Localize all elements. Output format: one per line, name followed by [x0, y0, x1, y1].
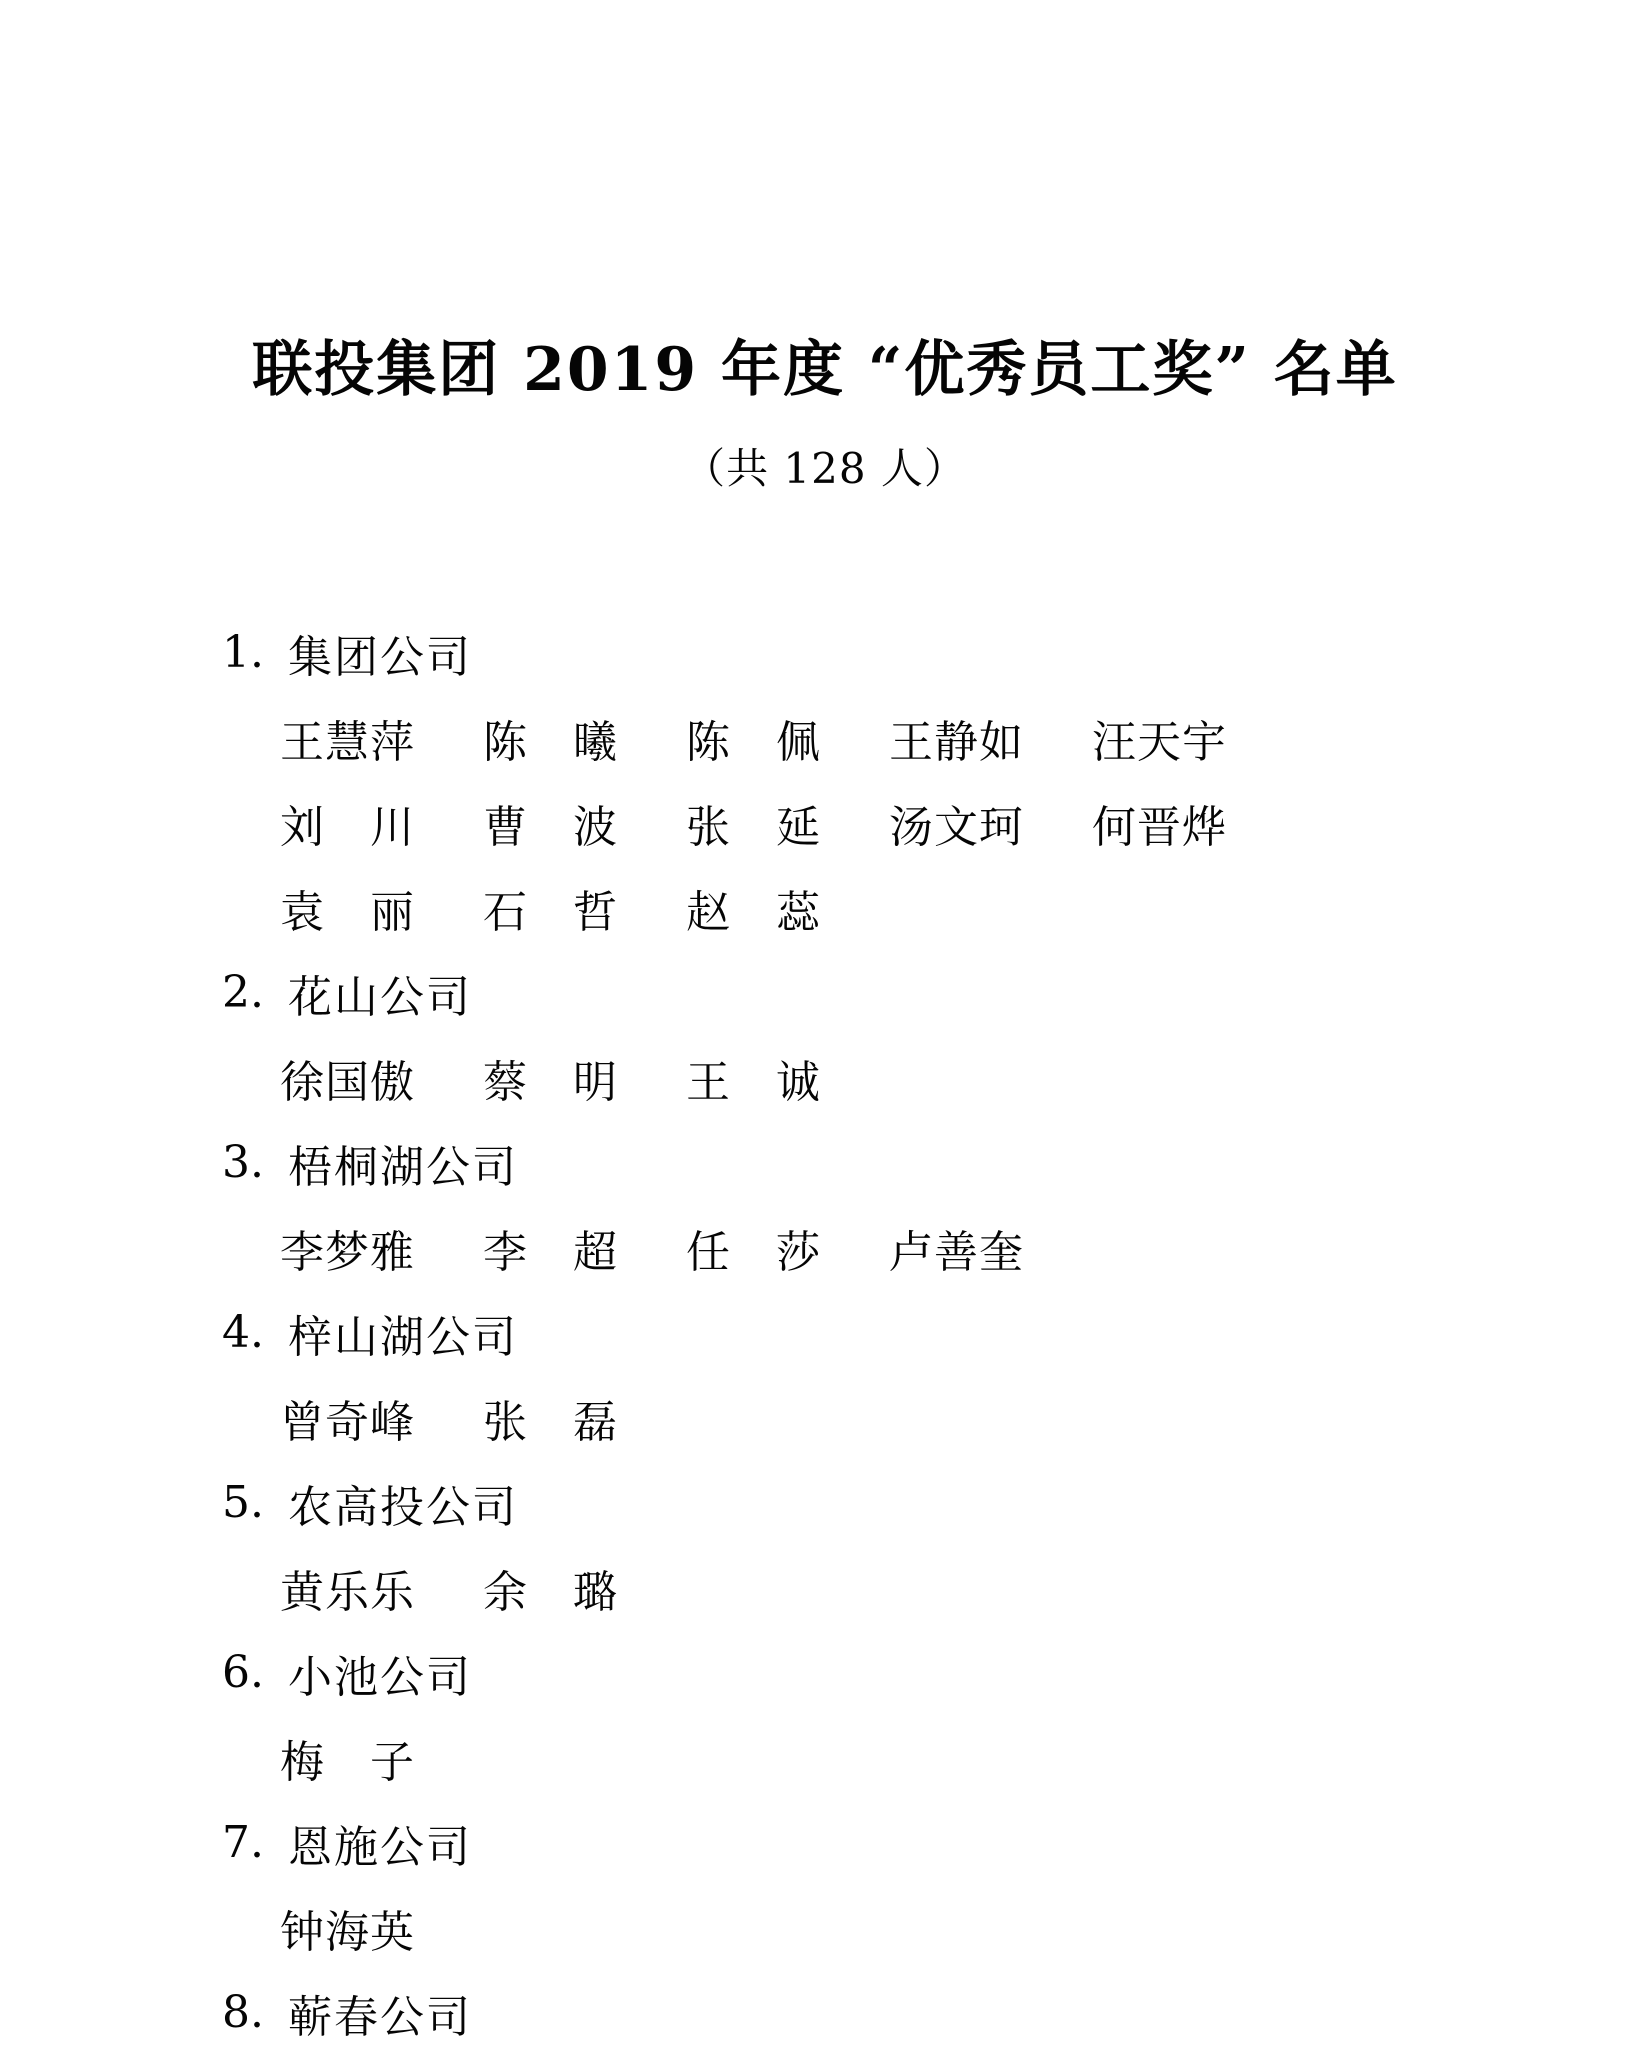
awardee-name: 汪天宇: [1092, 716, 1227, 768]
awardee-name: 李梦雅: [280, 1226, 415, 1278]
name-row: [222, 1715, 1650, 1800]
section-heading: [222, 1120, 1650, 1205]
section-number: 6.: [222, 1647, 264, 1698]
company-name: 农高投公司: [287, 1481, 518, 1533]
name-row: [222, 695, 1650, 780]
awardee-name: 王静如: [889, 716, 1024, 768]
awardee-name: 汤文珂: [889, 801, 1024, 853]
section-heading: [222, 1290, 1650, 1375]
company-name: 小池公司: [287, 1651, 472, 1703]
section-heading: [222, 950, 1650, 1035]
section-number: 1.: [222, 627, 264, 678]
company-name: 花山公司: [287, 971, 472, 1023]
awardee-name: 袁 丽: [280, 886, 415, 938]
document-subtitle: （共 128 人）: [683, 444, 967, 493]
awardee-name: 梅 子: [280, 1736, 415, 1788]
section-heading: [222, 610, 1650, 695]
name-row: [222, 1545, 1650, 1630]
awardee-name: 蔡 明: [483, 1056, 618, 1108]
name-row: [222, 1035, 1650, 1120]
awardee-name: 石 哲: [483, 886, 618, 938]
award-list: [0, 610, 1650, 2055]
company-name: 恩施公司: [287, 1821, 472, 1873]
awardee-name: 曹 波: [483, 801, 618, 853]
awardee-name: 张 延: [686, 801, 821, 853]
section-number: 3.: [222, 1137, 264, 1188]
company-name: 蕲春公司: [287, 1991, 472, 2043]
company-name: 集团公司: [287, 631, 472, 683]
section-number: 5.: [222, 1477, 264, 1528]
awardee-name: 卢善奎: [889, 1226, 1024, 1278]
awardee-name: 王慧萍: [280, 716, 415, 768]
name-row: [222, 1885, 1650, 1970]
section-heading: [222, 1800, 1650, 1885]
name-row: [222, 1375, 1650, 1460]
awardee-name: 钟海英: [280, 1906, 415, 1958]
section-number: 4.: [222, 1307, 264, 1358]
awardee-name: 任 莎: [686, 1226, 821, 1278]
awardee-name: 何晋烨: [1092, 801, 1227, 853]
company-name: 梧桐湖公司: [287, 1141, 518, 1193]
awardee-name: 刘 川: [280, 801, 415, 853]
awardee-name: 陈 曦: [483, 716, 618, 768]
awardee-name: 曾奇峰: [280, 1396, 415, 1448]
awardee-name: 张 磊: [483, 1396, 618, 1448]
section-heading: [222, 1970, 1650, 2055]
awardee-name: 黄乐乐: [280, 1566, 415, 1618]
awardee-name: 徐国傲: [280, 1056, 415, 1108]
name-row: [222, 780, 1650, 865]
name-row: [222, 865, 1650, 950]
document-title: 联投集团 2019 年度 “优秀员工奖” 名单: [252, 335, 1398, 405]
awardee-name: 王 诚: [686, 1056, 821, 1108]
section-number: 2.: [222, 967, 264, 1018]
awardee-name: 李 超: [483, 1226, 618, 1278]
awardee-name: 余 璐: [483, 1566, 618, 1618]
company-name: 梓山湖公司: [287, 1311, 518, 1363]
section-heading: [222, 1630, 1650, 1715]
awardee-name: 赵 蕊: [686, 886, 821, 938]
name-row: [222, 1205, 1650, 1290]
section-heading: [222, 1460, 1650, 1545]
section-number: 8.: [222, 1987, 264, 2038]
section-number: 7.: [222, 1817, 264, 1868]
awardee-name: 陈 佩: [686, 716, 821, 768]
